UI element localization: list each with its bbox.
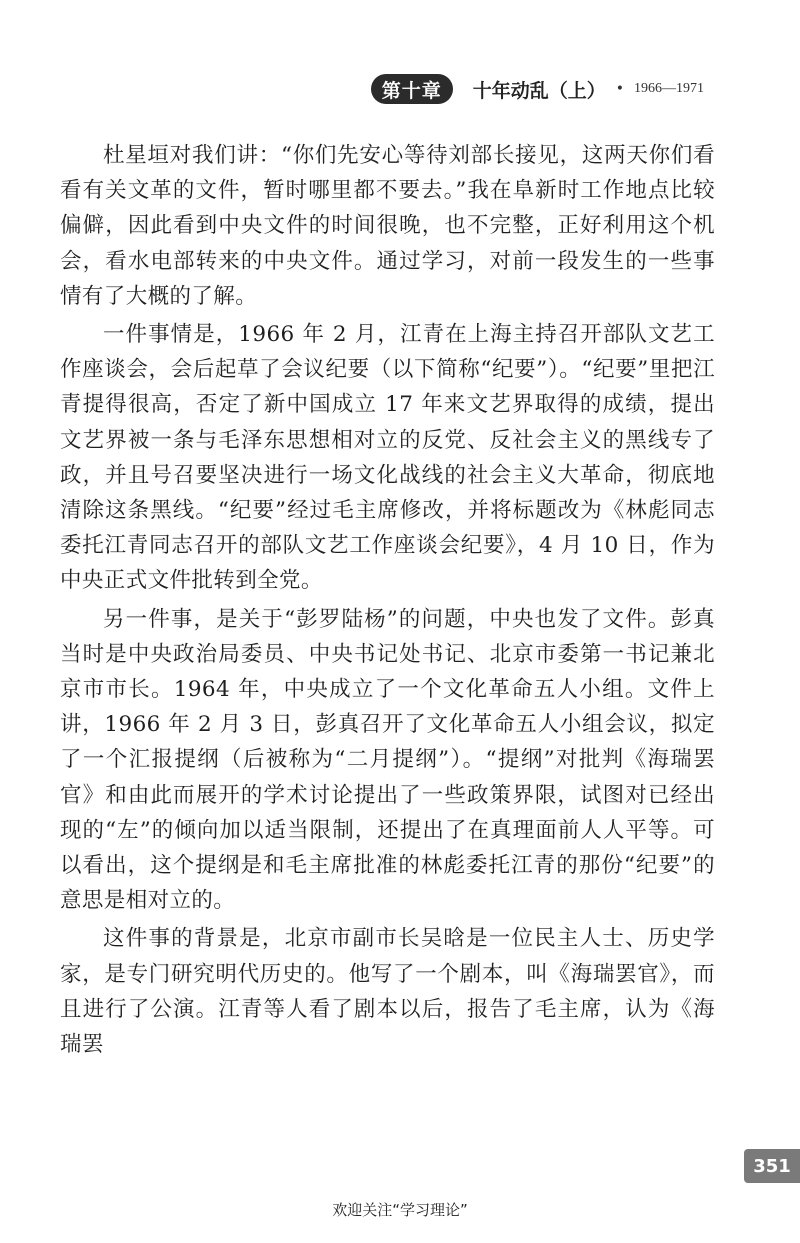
paragraph: 这件事的背景是，北京市副市长吴晗是一位民主人士、历史学家，是专门研究明代历史的。他写了一个剧本，叫《海瑞罢官》，而且进行了公演。江青等人看了剧本以后，报告了毛主席，认为《海瑞罢 [60, 926, 715, 1058]
chapter-title: 十年动乱（上） [472, 79, 606, 102]
body-text [60, 138, 715, 1065]
running-header [371, 72, 704, 106]
paragraph: 杜星垣对我们讲：“你们先安心等待刘部长接见，这两天你们看看有关文革的文件，暂时哪里都不要去。”我在阜新时工作地点比较偏僻，因此看到中央文件的时间很晚，也不完整，正好利用这个机会，看水电部转来的中央文件。通过学习，对前一段发生的一些事情有了大概的了解。 [60, 143, 715, 309]
header-bullet: • [615, 81, 624, 97]
paragraph: 一件事情是，1966 年 2 月，江青在上海主持召开部队文艺工作座谈会，会后起草了会议纪要（以下简称“纪要”）。“纪要”里把江青提得很高，否定了新中国成立 17 年来文艺界取得的成绩，提出文艺界被一条与毛泽东思想相对立的反党、反社会主义的黑线专了政，并且号召要坚决进行一场文化战线的社会主义大革命，彻底地清除这条黑线。“纪要”经过毛主席修改，并将标题改为《林彪同志委托江青同志召开的部队文艺工作座谈会纪要》，4 月 10 日，作为中央正式文件批转到全党。 [60, 322, 715, 594]
paragraph: 另一件事，是关于“彭罗陆杨”的问题，中央也发了文件。彭真当时是中央政治局委员、中央书记处书记、北京市委第一书记兼北京市市长。1964 年，中央成立了一个文化革命五人小组。文件上讲，1966 年 2 月 3 日，彭真召开了文化革命五人小组会议，拟定了一个汇报提纲（后被称为“二月提纲”）。“提纲”对批判《海瑞罢官》和由此而展开的学术讨论提出了一些政策界限，试图对已经出现的“左”的倾向加以适当限制，还提出了在真理面前人人平等。可以看出，这个提纲是和毛主席批准的林彪委托江青的那份“纪要”的意思是相对立的。 [60, 606, 715, 914]
footer-caption: 欢迎关注“学习理论” [332, 1201, 468, 1219]
page-number-tab [744, 1149, 800, 1183]
page-number: 351 [753, 1155, 791, 1177]
chapter-badge: 第十章 [371, 74, 453, 104]
chapter-years: 1966—1971 [634, 81, 704, 96]
